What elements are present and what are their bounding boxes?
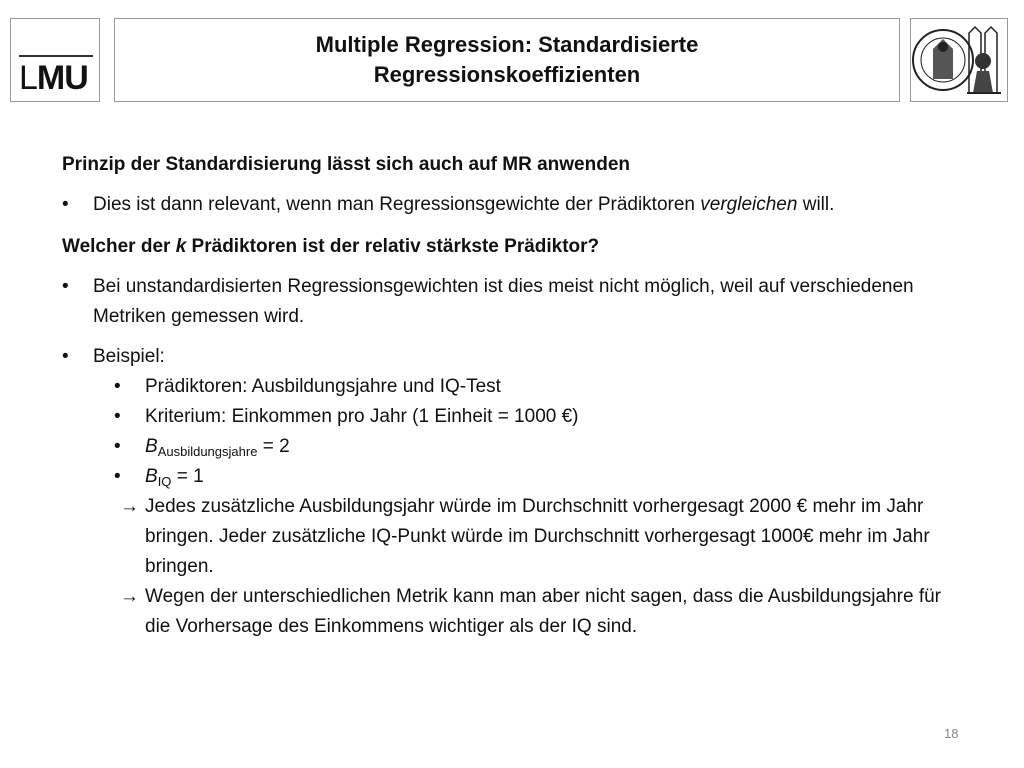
university-seal-icon (910, 18, 1008, 102)
bullet-unstandardized: • Bei unstandardisierten Regressionsgewichten ist dies meist nicht möglich, weil auf verschiedenen Metriken gemessen wird. (62, 272, 962, 332)
bullet-dot: • (62, 194, 69, 215)
bullet-dot: • (114, 406, 121, 427)
sub-bullet-b-iq: • $B_{IQ} = 1$ (62, 462, 962, 492)
title-line-1: Multiple Regression: Standardisierte (315, 32, 699, 57)
lmu-logo (10, 18, 100, 102)
bullet-relevance: • Dies ist dann relevant, wenn man Regressionsgewichte der Prädiktoren vergleichen will. (62, 190, 962, 220)
title-line-2: Regressionskoeffizienten (373, 62, 641, 87)
sub-bullet-criterion: • Kriterium: Einkommen pro Jahr (1 Einheit = 1000 €) (62, 402, 962, 432)
slide-content (62, 150, 962, 642)
arrow-item-conclusion: → Wegen der unterschiedlichen Metrik kann man aber nicht sagen, dass die Ausbildungsjahre für die Vorhersage des Einkommens wichtiger als der IQ sind. (62, 582, 962, 642)
heading-strongest-predictor: Welcher der k Prädiktoren ist der relativ stärkste Prädiktor? (62, 236, 600, 257)
slide-title (114, 18, 900, 102)
arrow-right-icon: → (120, 496, 139, 517)
bullet-dot: • (62, 346, 69, 367)
bullet-example: • Beispiel: (62, 342, 962, 372)
page-number: 18 (944, 726, 959, 741)
bullet-dot: • (114, 466, 121, 487)
sub-bullet-predictors: • Prädiktoren: Ausbildungsjahre und IQ-Test (62, 372, 962, 402)
bullet-dot: • (114, 436, 121, 457)
arrow-right-icon: → (120, 586, 139, 607)
logo-text: LMU (19, 59, 88, 97)
sub-bullet-b-education: • $B_{Ausbildungsjahre} = 2$ (62, 432, 962, 462)
logo-bar (19, 55, 93, 57)
arrow-item-interpretation: → Jedes zusätzliche Ausbildungsjahr würde im Durchschnitt vorhergesagt 2000 € mehr im Jahr bringen. Jeder zusätzliche IQ-Punkt würde im Durchschnitt vorhergesagt 1000€ mehr im Jahr bringen. (62, 492, 962, 582)
bullet-dot: • (114, 376, 121, 397)
seal-graphic (911, 19, 1007, 101)
bullet-dot: • (62, 276, 69, 297)
heading-standardization: Prinzip der Standardisierung lässt sich auch auf MR anwenden (62, 154, 631, 175)
